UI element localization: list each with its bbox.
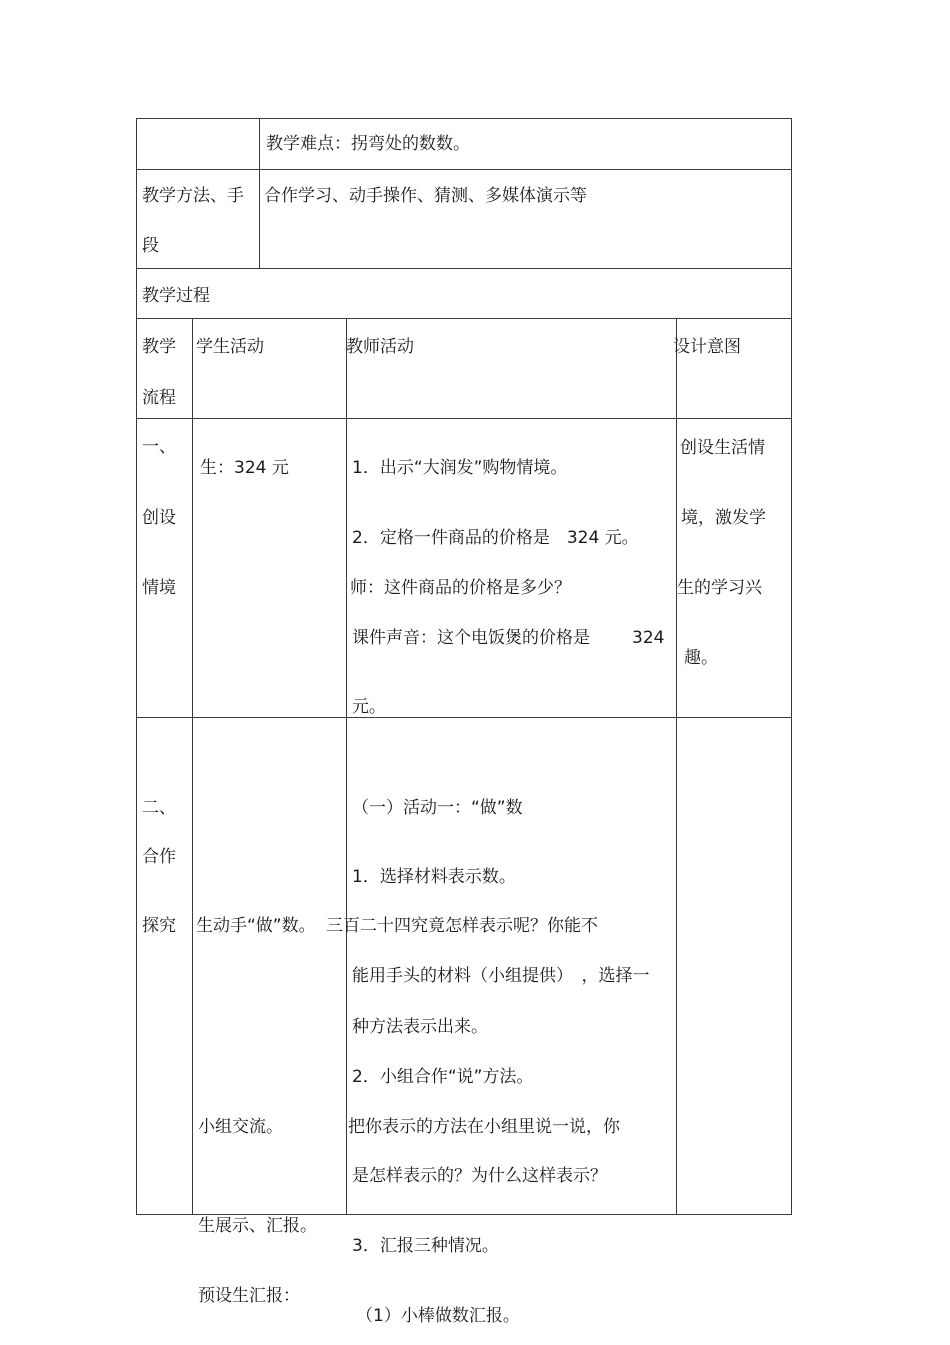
table-border-bottom	[136, 1214, 792, 1215]
table-border-row3	[136, 318, 792, 319]
section2-teacher-line6: 2．小组合作“说”方法。	[352, 1067, 534, 1087]
section1-design-line4: 趣。	[684, 648, 718, 668]
section2-flow-line1: 二、	[142, 798, 176, 818]
label-column-divider	[259, 118, 260, 269]
student-header: 学生活动	[196, 337, 264, 357]
table-border-left	[136, 118, 137, 1215]
section2-teacher-line8: 是怎样表示的？为什么这样表示？	[352, 1166, 607, 1186]
table-border-top	[136, 118, 792, 119]
section1-design-line3: 生的学习兴	[677, 578, 762, 598]
flow-column-divider	[192, 318, 193, 1215]
section1-teacher-line2: 2．定格一件商品的价格是 324 元。	[352, 528, 639, 548]
section2-student-line2: 小组交流。	[198, 1117, 283, 1137]
flow-header-line1: 教学	[142, 337, 176, 357]
section2-teacher-line3: 三百二十四究竟怎样表示呢？你能不	[326, 916, 598, 936]
method-label-line1: 教学方法、手	[142, 186, 244, 206]
section2-flow-line3: 探究	[142, 916, 176, 936]
section1-student: 生：324 元	[200, 458, 289, 478]
table-border-row5	[136, 717, 792, 718]
section2-teacher-line5: 种方法表示出来。	[352, 1017, 488, 1037]
section1-teacher-line4: 课件声音：这个电饭煲的价格是	[352, 628, 590, 648]
section1-design-line2: 境，激发学	[681, 508, 766, 528]
section1-teacher-line5: 元。	[352, 697, 386, 717]
section1-teacher-line3: 师：这件商品的价格是多少？	[350, 578, 571, 598]
table-border-row2	[136, 268, 792, 269]
section2-teacher-line4: 能用手头的材料（小组提供） ，选择一	[352, 966, 650, 986]
table-border-row1	[136, 169, 792, 170]
overflow-student-line1: 生展示、汇报。	[198, 1216, 317, 1236]
table-border-right	[791, 118, 792, 1215]
section2-teacher-line2: 1．选择材料表示数。	[352, 867, 516, 887]
method-value: 合作学习、动手操作、猜测、多媒体演示等	[264, 186, 587, 206]
section1-flow-line1: 一、	[142, 437, 176, 457]
method-label-line2: 段	[142, 236, 159, 256]
teacher-column-divider	[676, 318, 677, 1215]
teacher-header: 教师活动	[346, 337, 414, 357]
section1-teacher-line1: 1．出示“大润发”购物情境。	[352, 458, 568, 478]
difficulty-value: 教学难点：拐弯处的数数。	[266, 134, 470, 154]
section2-student-line1: 生动手“做”数。	[196, 916, 316, 936]
overflow-teacher-line2: （1）小棒做数汇报。	[356, 1306, 520, 1326]
section1-flow-line2: 创设	[142, 508, 176, 528]
section1-flow-line3: 情境	[142, 578, 176, 598]
table-border-row4	[136, 418, 792, 419]
process-header: 教学过程	[142, 286, 210, 306]
section2-teacher-line7: 把你表示的方法在小组里说一说，你	[348, 1117, 620, 1137]
section2-teacher-line1: （一）活动一：“做”数	[352, 798, 523, 818]
student-column-divider	[346, 318, 347, 1215]
overflow-teacher-line1: 3．汇报三种情况。	[352, 1236, 499, 1256]
overflow-student-line2: 预设生汇报：	[198, 1286, 300, 1306]
section1-design-line1: 创设生活情	[680, 438, 765, 458]
flow-header-line2: 流程	[142, 388, 176, 408]
design-header: 设计意图	[673, 337, 741, 357]
section1-teacher-price: 324	[632, 628, 665, 648]
section2-flow-line2: 合作	[142, 847, 176, 867]
